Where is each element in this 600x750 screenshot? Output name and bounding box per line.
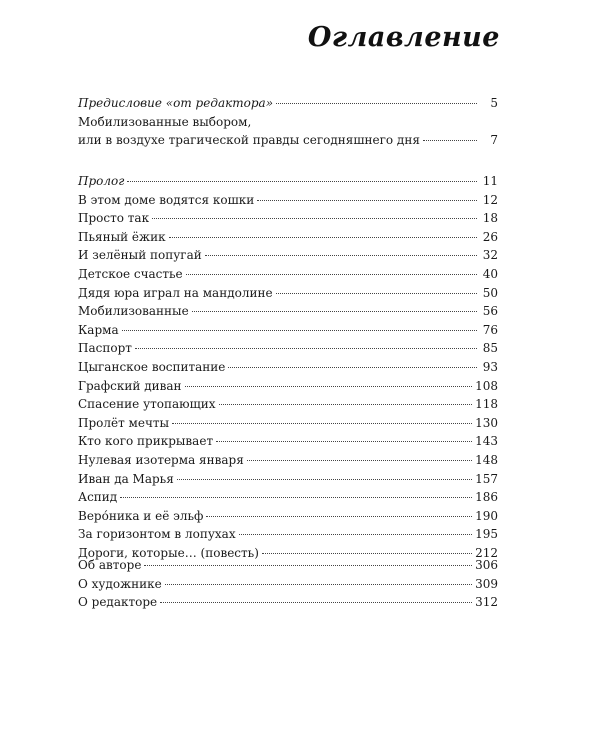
toc-entry-page: 76 [482, 322, 498, 337]
toc-entry-page: 195 [475, 527, 498, 542]
toc-entry-title: или в воздухе трагической правды сегодняшнего дня [78, 133, 420, 148]
toc-entry-title: Спасение утопающих [78, 397, 216, 412]
dot-leader [169, 237, 477, 238]
toc-entry[interactable] [78, 341, 498, 360]
toc-entry-page: 26 [482, 229, 498, 244]
toc-entry-title: Предисловие «от редактора» [78, 96, 274, 110]
toc-entry[interactable] [78, 434, 498, 453]
toc-entry-preface[interactable] [78, 96, 498, 115]
toc-entry-page: 5 [490, 96, 498, 110]
dot-leader [192, 311, 477, 312]
dot-leader [186, 274, 477, 275]
toc-entry-title: Пролёт мечты [78, 415, 170, 430]
toc-entry[interactable] [78, 595, 498, 614]
dot-leader [152, 218, 477, 219]
toc-entry[interactable] [78, 174, 498, 193]
dot-leader [276, 293, 477, 294]
toc-entry-mobilized-line1: Мобилизованные выбором, [78, 114, 252, 129]
toc-entry-title: Мобилизованные [78, 304, 189, 319]
dot-leader [228, 367, 477, 368]
toc-entry-title: Кто кого прикрывает [78, 434, 214, 449]
toc-entry[interactable] [78, 509, 498, 528]
toc-entry-page: 93 [482, 359, 498, 374]
page-title: Оглавление [307, 22, 500, 53]
dot-leader [144, 565, 472, 566]
toc-entry-page: 190 [475, 508, 498, 523]
toc-stories-section [78, 174, 498, 564]
toc-entry-title: Пьяный ёжик [78, 229, 166, 244]
toc-entry-page: 12 [482, 192, 498, 207]
toc-entry-page: 212 [475, 545, 498, 560]
toc-entry-title: За горизонтом в лопухах [78, 527, 236, 542]
dot-leader [276, 103, 477, 104]
toc-entry[interactable] [78, 558, 498, 577]
toc-entry-page: 18 [482, 211, 498, 226]
toc-entry-page: 118 [475, 397, 498, 412]
toc-entry[interactable] [78, 577, 498, 596]
dot-leader [262, 553, 472, 554]
toc-entry-title: Веро́ника и её эльф [78, 508, 204, 523]
toc-entry[interactable] [78, 397, 498, 416]
toc-entry-title: И зелёный попугай [78, 248, 202, 263]
toc-entry-page: 306 [475, 558, 498, 572]
toc-entry-page: 312 [475, 595, 498, 610]
dot-leader [205, 255, 477, 256]
toc-entry-page: 85 [482, 341, 498, 356]
toc-entry-page: 11 [482, 174, 498, 188]
toc-entry[interactable] [78, 230, 498, 249]
dot-leader [127, 181, 477, 182]
toc-entry-title: Дороги, которые… (повесть) [78, 545, 259, 560]
toc-entry-title: Аспид [78, 490, 118, 505]
toc-entry-mobilized[interactable] [78, 133, 498, 152]
dot-leader [216, 441, 472, 442]
toc-entry-title: В этом доме водятся кошки [78, 192, 255, 207]
toc-entry[interactable] [78, 379, 498, 398]
toc-intro-section [78, 96, 498, 152]
toc-entry-page: 148 [475, 452, 498, 467]
toc-entry-page: 32 [482, 248, 498, 263]
toc-entry-title: Нулевая изотерма января [78, 452, 244, 467]
dot-leader [172, 423, 472, 424]
toc-back-matter-section [78, 558, 498, 614]
toc-entry[interactable] [78, 267, 498, 286]
toc-entry-page: 50 [482, 285, 498, 300]
dot-leader [165, 584, 472, 585]
toc-entry-page: 7 [490, 133, 498, 148]
toc-entry-title: Пролог [78, 174, 125, 188]
dot-leader [247, 460, 472, 461]
toc-entry-page: 157 [475, 471, 498, 486]
toc-entry-title: Просто так [78, 211, 150, 226]
dot-leader [423, 140, 477, 141]
toc-entry-page: 143 [475, 434, 498, 449]
dot-leader [120, 497, 472, 498]
toc-entry[interactable] [78, 453, 498, 472]
toc-entry-page: 40 [482, 266, 498, 281]
toc-entry-title: Цыганское воспитание [78, 359, 226, 374]
toc-entry[interactable] [78, 286, 498, 305]
dot-leader [177, 479, 472, 480]
toc-entry[interactable] [78, 490, 498, 509]
toc-entry[interactable] [78, 323, 498, 342]
toc-entry-title: Детское счастье [78, 266, 183, 281]
dot-leader [206, 516, 472, 517]
dot-leader [135, 348, 477, 349]
toc-entry-title: О художнике [78, 576, 162, 591]
toc-entry[interactable] [78, 527, 498, 546]
dot-leader [185, 386, 473, 387]
toc-entry[interactable] [78, 304, 498, 323]
toc-entry[interactable] [78, 211, 498, 230]
toc-entry-page: 186 [475, 490, 498, 505]
toc-entry-title: Графский диван [78, 378, 182, 393]
toc-entry[interactable] [78, 248, 498, 267]
toc-entry-page: 56 [482, 304, 498, 319]
toc-entry-page: 108 [475, 378, 498, 393]
dot-leader [219, 404, 473, 405]
toc-entry-title: Паспорт [78, 341, 132, 356]
dot-leader [239, 534, 473, 535]
toc-entry[interactable] [78, 193, 498, 212]
toc-entry-title: Дядя юра играл на мандолине [78, 285, 273, 300]
toc-entry-page: 130 [475, 415, 498, 430]
toc-entry-title: Об авторе [78, 558, 142, 572]
toc-entry[interactable] [78, 360, 498, 379]
toc-entry[interactable] [78, 416, 498, 435]
toc-entry-title: О редакторе [78, 595, 158, 610]
toc-entry-title: Иван да Марья [78, 471, 174, 486]
dot-leader [257, 200, 477, 201]
toc-entry[interactable] [78, 472, 498, 491]
dot-leader [160, 602, 472, 603]
toc-entry-page: 309 [475, 576, 498, 591]
toc-entry-title: Карма [78, 322, 119, 337]
dot-leader [122, 330, 477, 331]
